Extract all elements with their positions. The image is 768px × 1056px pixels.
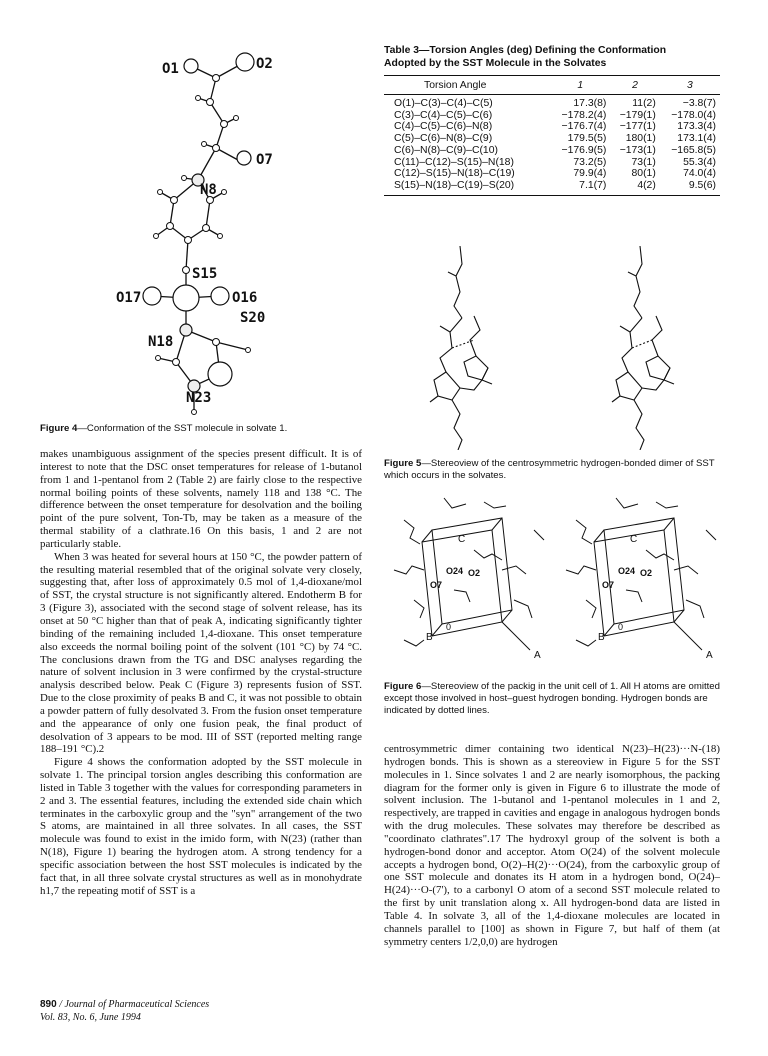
- cell-value: 173.1(4): [677, 133, 716, 145]
- table-row: [384, 168, 720, 180]
- figure-5: [390, 240, 720, 450]
- page-footer: [40, 999, 209, 1024]
- cell-angle: C(12)–S(15)–N(18)–C(19): [394, 168, 515, 180]
- cell-value: 73.2(5): [573, 156, 607, 168]
- cell-value: 73(1): [631, 156, 656, 168]
- paragraph: centrosymmetric dimer containing two identical N(23)–H(23)···N-(18) hydrogen bonds. This is shown as a stereoview in Figure 5 for the SST molecules in 1. Since solvates 1 and 2 are nearly isomorphous, the packing diagram for the former only is given in Figure 6 to illustrate the mode of solvent inclusion. The 1-butanol and 1-pentanol molecules in 1 and 2, respectively, are trapped in cavities and engage in analogous hydrogen bonds with the drug molecules. These solvates may therefore be described as "coordinato clathrates".17 The hydroxyl group of the solvent is both a hydrogen-bond donor and acceptor. Atom O(24) of the solvent molecule accepts a hydrogen bond, O(2)–H(2)···O(24), from the carboxylic group of one SST molecule and donates its H atom in a hydrogen bond, O(24)–H(24)···O-(7'), to a carbonyl O atom of a second SST molecule related to the first by unit translation along x. All hydrogen-bond data are listed in Table 4. In solvate 3, all of the 1,4-dioxane molecules are located in channels parallel to [100] as shown in Figure 7, but half of them (at symmetry centers 1/2,0,0) are hydrogen: [384, 743, 720, 948]
- atom-label-o7-left: O7: [430, 580, 443, 590]
- cell-angle: S(15)–N(18)–C(19)–S(20): [384, 180, 550, 195]
- cell-value: −165.8(5): [671, 144, 716, 156]
- cell-value: −3.8(7): [682, 98, 716, 109]
- atom-label-o2: O2: [256, 56, 273, 72]
- figure-5-caption: [384, 458, 720, 482]
- axis-label-c-right: C: [630, 534, 638, 545]
- table-3: [384, 44, 720, 196]
- cell-angle: O(1)–C(3)–C(4)–C(5): [394, 98, 493, 109]
- atom-label-o7: O7: [256, 152, 273, 168]
- cell-angle: C(11)–C(12)–S(15)–N(18): [394, 156, 514, 168]
- figure-4-caption-text: —Conformation of the SST molecule in solvate 1.: [77, 423, 288, 434]
- cell-value: 80(1): [631, 168, 656, 180]
- figure-6-label: Figure 6: [384, 681, 422, 692]
- atom-label-s20: S20: [240, 310, 266, 326]
- cell-value: −178.2(4): [561, 109, 607, 121]
- atom-label-o24-left: O24: [446, 566, 464, 576]
- cell-value: 179.5(5): [567, 133, 607, 145]
- atom-label-s15: S15: [192, 266, 218, 282]
- cell-value: 55.3(4): [683, 156, 716, 168]
- cell-value: −179(1): [619, 109, 656, 121]
- axis-label-c-left: C: [458, 534, 466, 545]
- table-row: [384, 133, 720, 145]
- table-3-title-line2: Adopted by the SST Molecule in the Solvates: [384, 58, 607, 69]
- paragraph: Figure 4 shows the conformation adopted by the SST molecule in solvate 1. The principal torsion angles describing this conformation are listed in Table 3 together with the values for corresponding parameters in 2 and 3. The essential features, including the extended side chain which terminates in the carboxylic group and the "syn" arrangement of the two S atoms, are maintained in all three solvates. In all cases, the SST molecule was found to exist in the imido form, with N(23) (rather than N(18), Figure 1) bearing the hydrogen atom. A strong tendency for a specific association between the host SST molecules is indicated by the fact that, in all three solvate crystal structures as well as in monohydrate h1,7 the repeating motif of SST is a: [40, 756, 362, 897]
- table-row: [384, 121, 720, 133]
- cell-value: 4(2): [610, 180, 659, 195]
- cell-angle: C(6)–N(8)–C(9)–C(10): [394, 144, 498, 156]
- atom-label-o24-right: O24: [618, 566, 636, 576]
- cell-angle: C(4)–C(5)–C(6)–N(8): [394, 121, 493, 133]
- figure-5-label: Figure 5: [384, 458, 422, 469]
- table-row: [384, 145, 720, 157]
- cell-value: 180(1): [625, 133, 656, 145]
- unit-cell-packing-drawing: [384, 490, 720, 670]
- atom-label-n23: N23: [186, 390, 212, 406]
- atom-label-o17: O17: [116, 290, 142, 306]
- atom-label-o16: O16: [232, 290, 258, 306]
- cell-angle: C(3)–C(4)–C(5)–C(6): [394, 109, 493, 121]
- table-row: [384, 180, 720, 195]
- cell-value: −173(1): [619, 144, 656, 156]
- paragraph: When 3 was heated for several hours at 150 °C, the powder pattern of the resulting material resembled that of the original solvate very closely, suggesting that, after loss of approximately 0.5 mol of 1,4-dioxane/mol of SST, the crystal structure is not significantly altered. Endotherm B for 3 (Figure 3), associated with the second stage of solvent release, has its onset at 50 °C higher than that of peak A, indicating significantly tighter binding of the remaining included 1,4-dioxane. This onset temperature also exceeds the normal boiling point of the solvent (101 °C) by 74 °C. The conclusions drawn from the TG and DSC analyses regarding the nature of solvent inclusion in 3 were confirmed by the crystal-structure analysis described below. Peak C (Figure 3) represents fusion of SST. Due to the close proximity of peaks B and C, it was not possible to obtain a powder pattern of fully desolvated 3. From the fusion onset temperature and the appearance of only one fusion peak, the final product of desolvation of 3 appears to be mod. III of SST (reported melting range 188–191 °C).2: [40, 550, 362, 756]
- cell-value: 79.9(4): [573, 168, 607, 180]
- cell-value: 74.0(4): [683, 168, 716, 180]
- stereoview-dimer-drawing: [390, 240, 720, 450]
- origin-label-left: 0: [446, 622, 452, 632]
- axis-label-b-right: B: [598, 632, 605, 643]
- header-torsion-angle: Torsion Angle: [384, 76, 550, 95]
- volume-info: Vol. 83, No. 6, June 1994: [40, 1011, 141, 1023]
- figure-6-caption-text: —Stereoview of the packig in the unit cell of 1. All H atoms are omitted except those involved in host–guest hydrogen bonding. Hydrogen bonds are indicated by dotted lines.: [384, 681, 720, 716]
- cell-value: −176.9(5): [561, 144, 607, 156]
- cell-value: 11(2): [632, 98, 656, 109]
- atom-label-o7-right: O7: [602, 580, 615, 590]
- table-row: [384, 95, 720, 110]
- atom-label-o1: O1: [162, 61, 179, 77]
- sst-molecule-drawing: [98, 40, 358, 420]
- cell-value: −176.7(4): [561, 121, 607, 133]
- axis-label-a-right: A: [706, 650, 713, 661]
- cell-value: 173.3(4): [677, 121, 716, 133]
- axis-label-b-left: B: [426, 632, 433, 643]
- figure-4-caption: [40, 423, 362, 435]
- cell-value: −177(1): [619, 121, 656, 133]
- atom-label-o2-right: O2: [640, 568, 653, 578]
- header-solvate-1: 1: [550, 76, 610, 95]
- torsion-angle-table: [384, 75, 720, 196]
- table-row: [384, 110, 720, 122]
- paragraph: makes unambiguous assignment of the species present difficult. It is of interest to note that the DSC onset temperatures for release of 1-butanol from 1 and 1-pentanol from 2 (Table 2) are fairly close to the respective normal boiling points of these solvents, namely 118 and 138 °C. The difference between the onset temperature for desolvation and the boiling point of the pure solvent, Ton-Tb, may be taken as a measure of the thermal stability of a clathrate.16 On this basis, 1 and 2 are not particularly stable.: [40, 448, 362, 550]
- table-3-title-line1: Table 3—Torsion Angles (deg) Defining the Conformation: [384, 45, 667, 56]
- figure-6: [384, 490, 720, 670]
- atom-label-n18: N18: [148, 334, 174, 350]
- cell-value: −178.0(4): [671, 109, 716, 121]
- cell-value: 17.3(8): [573, 98, 607, 109]
- right-column-text: [384, 743, 720, 949]
- table-row: [384, 157, 720, 169]
- figure-6-caption: [384, 681, 720, 717]
- atom-label-n8: N8: [200, 182, 217, 198]
- left-column-text: [40, 448, 362, 898]
- journal-name: / Journal of Pharmaceutical Sciences: [56, 999, 210, 1010]
- header-solvate-2: 2: [610, 76, 659, 95]
- cell-value: 7.1(7): [550, 180, 610, 195]
- table-header-row: [384, 76, 720, 95]
- page-number: 890: [40, 999, 57, 1010]
- figure-5-caption-text: —Stereoview of the centrosymmetric hydrogen-bonded dimer of SST which occurs in the solvates.: [384, 458, 715, 481]
- axis-label-a-left: A: [534, 650, 541, 661]
- header-solvate-3: 3: [660, 76, 720, 95]
- table-3-title: [384, 44, 720, 70]
- figure-4-label: Figure 4: [40, 423, 78, 434]
- cell-angle: C(5)–C(6)–N(8)–C(9): [394, 133, 493, 145]
- origin-label-right: 0: [618, 622, 624, 632]
- atom-label-o2-left: O2: [468, 568, 481, 578]
- cell-value: 9.5(6): [660, 180, 720, 195]
- figure-4: [98, 40, 358, 420]
